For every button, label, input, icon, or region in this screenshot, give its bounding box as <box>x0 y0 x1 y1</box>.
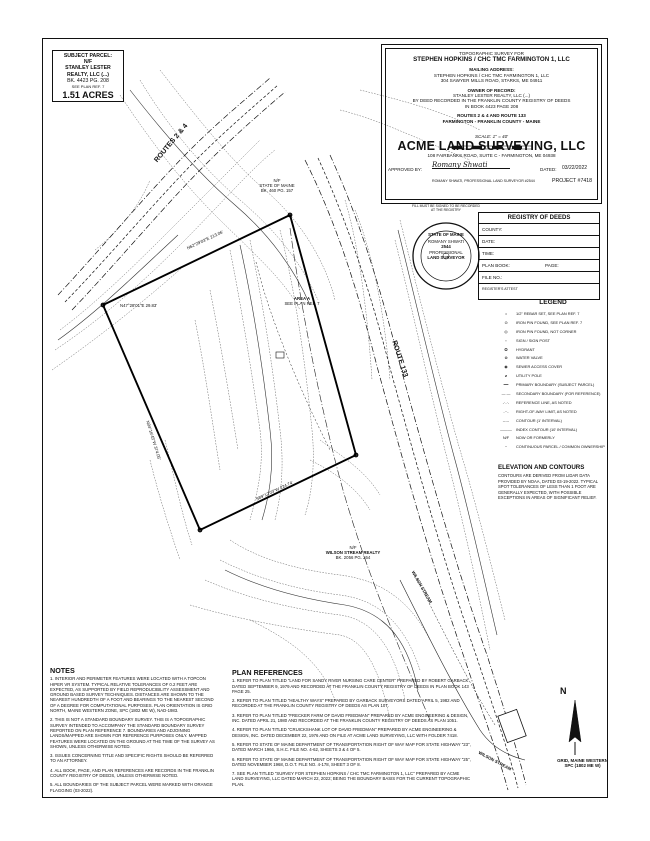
legend-item <box>498 381 608 390</box>
elevation-text: CONTOURS ARE DERIVED FROM LIDAR DATA PROVIDED BY NOAA, DATED 03-19-2022. TYPICAL SPOT TOLERANCES OF LESS THAN 1 FOOT ARE GENERALLY EXPECTED, WITH POSSIBLE EXCEPTIONS IN AREAS OF SIGNIFICANT RELIEF. <box>498 473 598 501</box>
survey-corners <box>101 213 358 532</box>
legend-item <box>498 443 608 452</box>
survey-type: TOPOGRAPHIC SURVEY FOR <box>459 51 524 56</box>
registry-row-time: TIME: <box>479 248 599 260</box>
signature: Romany Shwati <box>432 163 510 169</box>
legend <box>498 299 608 452</box>
seal-professional: PROFESSIONAL <box>429 249 463 255</box>
legend-label: 1/2" REBAR SET, SEE PLAN REF. 7 <box>516 311 580 316</box>
plan-ref-item: 2. REFER TO PLAN TITLED "HEALTHY WAYS" PREPARED BY GARBACK SURVEYORS DATED APRIL 5, 1982 AND RECORDED AT THE FRANKLIN COUNTY REGISTRY OF DEEDS AS PLAN 107. <box>232 698 460 709</box>
note-item: 1. INTERIOR AND PERIMETER FEATURES WERE LOCATED WITH A TOPCON HIPER VR SYSTEM. TYPICAL RELATIVE TOLERANCES OF 0.2 FEET ARE EXPECTED, AS SUPPORTED BY FIELD REPRODUCIBILITY ASSESSMENT AND GROUND BASED SURVEY TECHNIQUES. DISTANCES ARE SHOWN TO THE NEAREST HUNDREDTH OF A FOOT AND BEARINGS TO THE NEAREST SECOND OF A DEGREE FOR COMPUTATIONAL PURPOSES. PLAN ORIENTATION IS GRID NORTH, MAINE WESTERN ZONE, SPC (1802 ME W), NAD-1983. <box>50 676 214 714</box>
book-ref: BK. 2056 PG. 264 <box>335 555 371 560</box>
legend-item <box>498 346 608 355</box>
legend-label: NOW OR FORMERLY <box>516 435 555 441</box>
approved-label: APPROVED BY: <box>388 166 422 172</box>
plan-ref-item: 5. REFER TO STATE OF MAINE DEPARTMENT OF TRANSPORTATION RIGHT OF WAY MAP FOR STATE HIGHWAY "23", DATED MARCH 1966, S.H.C. FILE NO. 4-62, SHEETS 3 & 4 OF 5. <box>232 741 471 753</box>
registry-row-file: FILE NO.: <box>479 272 599 284</box>
registry-attest: REGISTER'S ATTEST <box>482 287 518 291</box>
legend-item <box>498 434 608 443</box>
owner-name: STATE OF MAINE <box>259 183 295 188</box>
seal-number: 2544 <box>441 244 451 250</box>
bearing-north-line: N62°29'03"E 213.06' <box>186 229 224 251</box>
seal-land-surveyor: LAND SURVEYOR <box>427 254 465 260</box>
legend-label: IRON PIN FOUND, SEE PLAN REF. 7 <box>516 319 583 325</box>
legend-symbol-icon: ----- <box>502 417 510 423</box>
grid-line-1: GRID, MAINE WESTERN <box>557 758 608 763</box>
legend-label: UTILITY POLE <box>516 373 542 379</box>
area-ref: SEE PLAN REF. 7 <box>284 301 320 306</box>
wilson-stream-label-2: WILSON STREAM <box>477 750 513 772</box>
seal-note: FILL MUST BE SIGNED TO BE RECORDED AT THE REGISTRY <box>412 204 480 213</box>
subject-owner-2: REALTY, LLC (...) <box>67 71 109 78</box>
wilson-stream-label: WILSON STREAM <box>410 570 434 605</box>
legend-label: PRIMARY BOUNDARY (SUBJECT PARCEL) <box>516 382 595 388</box>
elevation-heading: ELEVATION AND CONTOURS <box>498 464 585 471</box>
legend-symbol-icon: — — <box>501 391 511 397</box>
location-line: FARMINGTON - FRANKLIN COUNTY - MAINE <box>442 118 541 124</box>
subject-heading: SUBJECT PARCEL: <box>63 53 113 59</box>
owner-heading: OWNER OF RECORD: <box>467 87 516 93</box>
legend-label: CONTOUR (1' INTERVAL) <box>516 417 562 423</box>
area-name: AREA A <box>293 296 311 301</box>
subject-book: BK. 4423 PG. 208 <box>67 77 109 84</box>
legend-symbol-icon: ø <box>504 373 508 379</box>
legend-symbol-icon: N/F <box>502 435 510 441</box>
plan-ref-item: 1. REFER TO PLAN TITLED "LAND FOR SANDY RIVER NURSING CARE CENTER" PREPARED BY ROBERT GARBACK DATED SEPTEMBER 9, 1979 AND RECORDED AT THE FRANKLIN COUNTY REGISTRY OF DEEDS IN PLAN BOOK 143 PAGE 25. <box>232 678 469 694</box>
registry-heading: REGISTRY OF DEEDS <box>479 213 599 224</box>
mailing-line-2: 304 SAWYER MILLS ROAD, STARKS, ME 04911 <box>440 78 543 84</box>
plan-ref-item: 3. REFER TO PLAN TITLED "FRECKER FARM OF DAVID FRIEDMAN" PREPARED BY ACME ENGINEERING & DESIGN, INC. DATED APRIL 21, 1980 AND RECORDED AT THE FRANKLIN COUNTY REGISTRY OF DEEDS AS PLAN 1051. <box>232 712 469 724</box>
legend-symbol-icon: ▫ <box>505 337 507 343</box>
subject-acres: 1.51 ACRES <box>62 90 114 101</box>
legend-item <box>498 399 608 408</box>
notes-section <box>50 668 220 797</box>
owner-line-3: IN BOOK 4423 PAGE 208 <box>464 103 519 109</box>
legend-item <box>498 408 608 417</box>
legend-symbol-icon: ◎ <box>504 328 508 334</box>
elevation-contours-box <box>498 465 604 500</box>
client-name: STEPHEN HOPKINS / CHC TMC FARMINGTON 1, LLC <box>413 56 570 64</box>
registry-row-plan-book: PLAN BOOK: PAGE: <box>479 260 599 272</box>
routes-2-4-road <box>58 78 285 310</box>
grid-line-2: SPC (1802 ME W) <box>564 763 601 769</box>
dated-label: DATED: <box>540 166 557 172</box>
legend-symbol-icon: ✪ <box>504 346 508 352</box>
legend-item <box>498 319 608 328</box>
nf-text: N/F <box>349 545 357 550</box>
plan-references-section <box>232 670 472 791</box>
legend-symbol-icon: ⊗ <box>504 355 508 361</box>
plan-refs-heading: PLAN REFERENCES <box>232 668 303 677</box>
mailing-line-1: STEPHEN HOPKINS / CHC TMC FARMINGTON 1, LLC <box>433 72 550 78</box>
subject-plan-ref: SEE PLAN REF. 7 <box>71 84 105 90</box>
registry-page: PAGE: <box>545 263 559 268</box>
registry-row-county: COUNTY: <box>479 224 599 236</box>
owner-line-2: BY DEED RECORDED IN THE FRANKLIN COUNTY REGISTRY OF DEEDS <box>412 98 571 104</box>
area-a-label <box>282 296 322 306</box>
north-letter: N <box>560 686 567 696</box>
subject-parcel-box <box>52 50 124 102</box>
legend-label: SECONDARY BOUNDARY (FOR REFERENCE) <box>516 391 601 397</box>
legend-item <box>498 337 608 346</box>
legend-label: RIGHT-OF-WAY LIMIT, AS NOTED <box>516 408 577 414</box>
legend-item <box>498 372 608 381</box>
legend-label: REFERENCE LINE, AS NOTED <box>516 399 572 405</box>
plan-ref-item: 7. SEE PLAN TITLED "SURVEY FOR STEPHEN HOPKINS / CHC TMC FARMINGTON 1, LLC" PREPARED BY ACME LAND SURVEYING, LLC DATED MARCH 22, 2022; BEING THE BOUNDARY BASIS FOR THE CURRENT TOPOGRAPHIC PLAN. <box>232 771 471 787</box>
legend-symbol-icon: ~ <box>504 444 508 450</box>
notes-heading: NOTES <box>50 666 75 675</box>
route-2-4-label: ROUTES 2 & 4 <box>153 122 190 164</box>
north-arrow-icon <box>569 700 581 755</box>
legend-label: INDEX CONTOUR (10' INTERVAL) <box>516 426 578 432</box>
note-item: 3. ISSUES CONCERNING TITLE AND SPECIFIC RIGHTS SHOULD BE REFERRED TO AN ATTORNEY. <box>50 753 214 764</box>
legend-label: HYDRANT <box>516 346 535 352</box>
legend-label: SIGN / SIGN POST <box>516 337 550 343</box>
legend-symbol-icon: ◉ <box>504 364 508 370</box>
legend-label: CONTINUOUS PARCEL / COMMON OWNERSHIP <box>516 444 605 450</box>
date-value: 03/22/2022 <box>562 164 588 171</box>
legend-item <box>498 363 608 372</box>
route-133-label: ROUTE 133 <box>390 339 409 379</box>
book-ref: BK. 460 PG. 157 <box>260 188 294 193</box>
plan-ref-item: 4. REFER TO PLAN TITLED "CRUICKSHANK LOT OF DAVID FRIEDMAN" PREPARED BY ACME ENGINEERING & DESIGN, INC. DATED DECEMBER 22, 1976 AND ON FILE AT ACME LAND SURVEYING, LLC WITH FOLDER 7418. <box>232 727 458 738</box>
legend-symbol-icon: ——— <box>500 426 512 432</box>
subject-owner-1: STANLEY LESTER <box>65 65 111 72</box>
legend-item <box>498 310 608 319</box>
plan-ref-item: 6. REFER TO STATE OF MAINE DEPARTMENT OF TRANSPORTATION RIGHT OF WAY MAP FOR STATE HIGHWAY "25", DATED NOVEMBER 1968, D.O.T. FILE NO. 4-178, SHEET 3 OF 8. <box>232 756 471 767</box>
legend-item <box>498 328 608 337</box>
seal-name: ROMANY SHWATI <box>427 239 465 245</box>
subject-parcel-boundary <box>103 215 356 530</box>
legend-symbol-icon: ━━ <box>503 382 509 388</box>
legend-label: IRON PIN FOUND, NOT CORNER <box>516 328 577 334</box>
title-block <box>381 44 602 204</box>
mailing-heading: MAILING ADDRESS: <box>469 67 514 73</box>
legend-heading: LEGEND <box>539 299 567 306</box>
project-number: PROJECT #7418 <box>552 177 592 184</box>
nf-text: N/F <box>273 178 281 183</box>
legend-label: WATER VALVE <box>516 355 543 361</box>
signer-name: ROMANY SHWATI, PROFESSIONAL LAND SURVEYOR #2544 <box>432 178 535 183</box>
bridge-structure <box>498 709 526 742</box>
grid-north-label <box>555 758 610 769</box>
company-name: ACME LAND SURVEYING, LLC <box>397 139 586 154</box>
legend-label: SEWER ACCESS COVER <box>516 364 563 370</box>
legend-symbol-icon: -··- <box>503 408 509 414</box>
scale-text: SCALE: 1" = 40' <box>474 134 509 140</box>
owner-name: WILSON STREAM REALTY <box>325 550 381 555</box>
legend-item <box>498 354 608 363</box>
routes-line: ROUTES 2 & 4 AND ROUTE 133 <box>457 113 526 119</box>
note-item: 2. THIS IS NOT A STANDARD BOUNDARY SURVEY. THIS IS A TOPOGRAPHIC SURVEY INTENDED TO ACCOMPANY THE STANDARD BOUNDARY SURVEY REPORTED ON PLAN REFERENCE 7. BOUNDARIES AND ADJOINING LANDS/MAPPED ARE SHOWN FOR REFERENCE PURPOSES ONLY. MAPPED FEATURES WERE LOCATED ON THE GROUND AT THE TIME OF THE SURVEY AS SHOWN, UNLESS OTHERWISE NOTED. <box>50 717 215 749</box>
note-item: 4. ALL BOOK, PAGE, AND PLAN REFERENCES ARE RECORDS IN THE FRANKLIN COUNTY REGISTRY OF DEEDS, UNLESS OTHERWISE NOTED. <box>50 767 214 779</box>
state-maine-label <box>252 178 302 193</box>
bearing-west-line: N47°28'01"E 29.83' <box>120 303 158 308</box>
owner-line-1: STANLEY LESTER REALTY, LLC (...) <box>452 93 530 99</box>
legend-symbol-icon: -·-·- <box>502 399 510 405</box>
structure-mark <box>276 352 284 358</box>
wilson-realty-label <box>318 545 388 560</box>
subject-nf: N/F <box>83 59 93 66</box>
registry-of-deeds-box <box>478 212 600 300</box>
registry-row-date: DATE: <box>479 236 599 248</box>
legend-symbol-icon: • <box>505 311 507 316</box>
note-item: 5. ALL BOUNDARIES OF THE SUBJECT PARCEL WERE MARKED WITH ORANGE FLAGGING (03-2022). <box>50 782 213 793</box>
legend-item <box>498 417 608 426</box>
legend-item <box>498 390 608 399</box>
seal-text <box>413 232 479 260</box>
seal-state: STATE OF MAINE <box>428 232 464 237</box>
company-address: 108 FAIRBANKS ROAD, SUITE C - FARMINGTON, ME 04938 <box>427 153 556 159</box>
bearing-southwest-line: N04°16'45"W 374.05' <box>145 420 162 461</box>
bearing-south-line: S89°12'03"W 224.74' <box>255 479 294 502</box>
legend-symbol-icon: ⊙ <box>504 319 508 325</box>
legend-item <box>498 426 608 435</box>
